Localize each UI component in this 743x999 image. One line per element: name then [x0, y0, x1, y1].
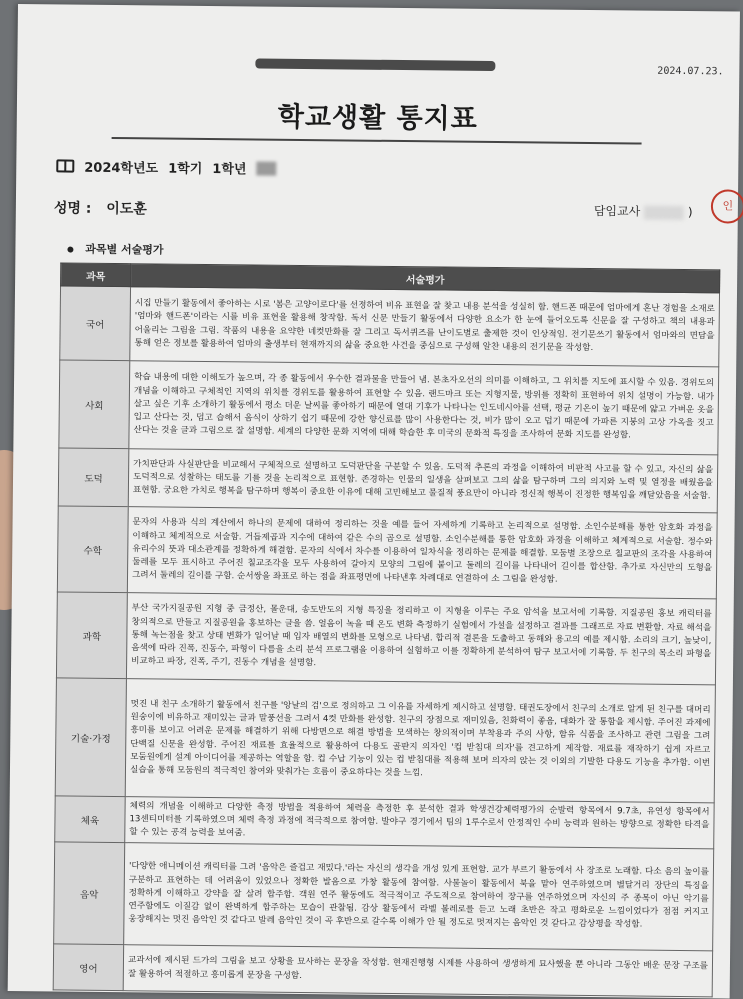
- table-row: [58, 448, 718, 513]
- bullet-icon: [67, 247, 73, 253]
- section-title: 과목별 서술평가: [85, 242, 164, 257]
- subject-cell: 기술·가정: [55, 678, 126, 797]
- page-title: 학교생활 통지표: [277, 101, 478, 135]
- teacher-suffix: ): [687, 205, 693, 220]
- table-row: [57, 506, 717, 599]
- evaluation-cell: 부산 국가지질공원 지형 중 금정산, 몰운대, 송도반도의 지형 특징을 정리하고 이 지형을 이루는 주요 암석을 보고서에 기록함. 지질공원 홍보 캐릭터를 창의적으로 만들고 지질공원을 홍보하는 글을 씀. 얼음이 녹을 때 온도 변화 측정하기 실험에서 가설을 설정하고 결과를 그래프로 자료 변환함. 자료 해석을 통해 녹는점을 찾고 상태 변화가 일어날 때 입자 배열의 변화를 모형으로 나타냄. 합리적 결론을 도출하고 동해와 용고의 예를 제시함. 소리의 크기, 높낮이, 음색에 따라 진폭, 진동수, 파형이 다름을 소리 분석 프로그램을 이용하여 실험하고 이를 정확하게 분석하여 탐구 보고서에 기록함. 두 친구의 목소리 파형을 비교하고 파장, 진폭, 주기, 진동수 개념을 설명함.: [126, 593, 716, 685]
- redacted-class: [256, 161, 276, 175]
- book-icon: [56, 159, 74, 172]
- semester: 1학기: [168, 161, 203, 177]
- subject-cell: 수학: [57, 506, 128, 593]
- school-year: 2024학년도: [84, 160, 159, 177]
- teacher-label: 담임교사: [593, 204, 641, 219]
- teacher-row: [594, 202, 693, 220]
- issue-date: 2024.07.23.: [657, 65, 724, 78]
- seal-text: 인: [722, 199, 734, 213]
- teacher-seal: [711, 189, 743, 223]
- evaluation-cell: 학습 내용에 대한 이해도가 높으며, 각 종 활동에서 우수한 결과물을 만들어 냄. 본초자오선의 의미를 이해하고, 그 위치를 지도에 표시할 수 있음. 경위도의 개념을 이해하고 구체적인 지역의 위치를 경위도를 활용하여 표현할 수 있음. 랜드마크 또는 지형지물, 방위를 정확히 표현하여 위치 설명이 가능함. 내가 살고 싶은 기후 소개하기 활동에서 평소 더운 날씨를 좋아하기 때문에 열대 기후가 나타나는 인도네시아를 선택, 평균 기온이 높기 때문에 얇고 가벼운 옷을 입고 산다는 것, 덥고 습해서 음식이 상하기 쉽기 때문에 강한 향신료를 많이 사용한다는 것, 비가 많이 오고 덥기 때문에 가파른 지붕의 고상 가옥을 짓고 산다는 것을 글과 그림으로 잘 설명함. 세계의 다양한 문화 지역에 대해 학습한 후 미국의 문화적 특징을 조사하여 문화 지도를 완성함.: [129, 361, 719, 455]
- table-row: [53, 944, 712, 997]
- header-evaluation: 서술평가: [131, 264, 720, 293]
- section-heading: [67, 241, 163, 258]
- student-name-row: [54, 197, 157, 218]
- header-bar: [255, 58, 495, 71]
- evaluation-cell: 멋진 내 친구 소개하기 활동에서 친구를 '앙날의 검'으로 정의하고 그 이유를 자세하게 제시하고 설명함. 태권도장에서 친구의 소개로 알게 된 친구를 대머리 원숭이에 비유하고 재미있는 글과 말풍선을 그려서 4컷 만화를 완성함. 친구의 장점으로 재미있음, 친화력이 좋음, 대화가 잘 통함을 제시함. 주어진 과제에 흥미를 보이고 어려운 문제를 해결하기 위해 다방면으로 해결 방법을 모색하는 창의적이며 부착용과 주의 사항, 함유 식품을 조사하고 관련 그림을 그려 단백질 신문을 완성함. 주어진 재료를 효율적으로 활용하여 다용도 골판지 의자인 '컵 받침대 의자'를 견고하게 제작함. 재료를 재작하기 쉽게 자르고 모둠원에게 설계 아이디어를 제공하는 역할을 함. 컵 수납 기능이 있는 컵 받침대를 적용해 보며 의자의 앉는 것 이외의 기발한 다용도 기능을 추가함. 이번 실습을 통해 모둠원의 적극적인 참여와 맞춰가는 흐름이 중요하다는 것을 느낌.: [125, 679, 715, 803]
- subject-cell: 음악: [54, 842, 125, 945]
- evaluation-cell: '다양한 애니메이션 캐릭터를 그려 '음악은 즐겁고 재밌다.'라는 자신의 생각을 개성 있게 표현함. 교가 부르기 활동에서 사 장조로 노래함. 다소 음의 높이를 구분하고 표현하는 데 어려움이 있었으나 정확한 발음으로 가창 활동에 참여함. 사물놀이 활동에서 북을 맡아 연주하였으며 별달거리 장단의 특징을 정확하게 이해하고 강약을 잘 살려 합주함. 객원 연주 활동에도 적극적이고 주도적으로 참여하여 장구를 연주하였으며 자신의 주 종목이 아닌 악기를 연주함에도 이질감 없이 완벽하게 합주하는 모습이 관찰됨. 감상 활동에서 라벨 볼레로를 듣고 노래 초반은 작고 평화로운 느낌이었다가 점점 커지고 웅장해지는 멋진 음악인 것 같다고 발레 음악인 것이 곡 후반으로 갈수록 이해가 안 될 정도로 멋져지는 음악인 것 같다고 감상평을 작성함.: [124, 843, 714, 951]
- subject-cell: 국어: [60, 286, 131, 361]
- evaluation-cell: 가치판단과 사실판단을 비교해서 구체적으로 설명하고 도덕판단을 구분할 수 있음. 도덕적 추론의 과정을 이해하여 비판적 사고를 할 수 있고, 자신의 삶을 도덕적으로 성찰하는 태도를 기를 것을 논리적으로 표현함. 존경하는 인물의 일생을 살펴보고 그의 삶을 탐구하며 그의 의지와 노력 및 열정을 배웠음을 표현함. 궁요한 가치로 행복을 탐구하며 행복이 중요한 이유에 대해 고민해보고 물질적 풍요만이 아니라 정신적 행복이 진정한 행복임을 깨달았음을 서술함.: [128, 449, 718, 513]
- evaluation-cell: 문자의 사용과 식의 계산에서 하나의 문제에 대하여 정리하는 것을 예를 들어 자세하게 기록하고 논리적으로 설명함. 소인수분해를 통한 암호화 과정을 이해하고 체계적으로 서술함. 거듭제곱과 지수에 대하여 같은 수의 곱으로 설명함. 소인수분해를 통한 암호화 과정을 이해하고 체계적으로 서술함. 정수와 유리수의 뜻과 대소관계를 정확하게 해결함. 문자의 식에서 차수를 이용하여 일차식을 정리하는 문제를 해결함. 모둠별 조장으로 칠교판의 조각을 사용하여 둘레를 모두 표시하고 주어진 칠교조각을 모두 사용하여 갈아지 모양의 그림에 붙이고 둘레의 길이를 나타내어 길이를 합산함. 추가로 자신만의 도형을 그려서 둘레의 길이를 구함. 순서쌍을 좌표로 하는 점을 좌표평면에 나타낸후 차례대로 연결하여 소 그림을 완성함.: [127, 507, 717, 599]
- evaluation-cell: 시집 만들기 활동에서 좋아하는 시로 '봄은 고양이로다'를 선정하여 비유 표현을 잘 찾고 내용 분석을 성실히 함. 핸드폰 때문에 엄마에게 혼난 경험을 소재로 '엄마와 핸드폰'이라는 시를 비유 표현을 활용해 창작함. 독서 신문 만들기 활동에서 다양한 요소가 한 눈에 들어오도록 신문을 잘 구성하고 책의 내용과 어울리는 그림을 그림. 작품의 내용을 요약한 네컷만화를 잘 그리고 독서퀴즈를 난이도별로 출제한 것이 인상적임. 전기문쓰기 활동에서 엄마와의 면담을 통해 얻은 정보를 활용하여 엄마의 출생부터 현재까지의 삶을 중요한 사건을 중심으로 구성해 알찬 내용의 전기문을 작성함.: [130, 287, 720, 367]
- table-row: [56, 592, 716, 685]
- report-card-paper: [8, 4, 740, 999]
- student-name: 이도훈: [106, 200, 147, 218]
- name-label: 성명 :: [53, 200, 92, 217]
- subject-cell: 영어: [53, 944, 123, 991]
- table-row: [55, 796, 714, 849]
- grade: 1학년: [212, 162, 247, 178]
- term-info: [56, 156, 276, 177]
- table-row: [55, 678, 715, 803]
- subject-cell: 도덕: [58, 448, 129, 507]
- subject-cell: 체육: [55, 796, 125, 843]
- table-row: [60, 286, 720, 367]
- subject-cell: 과학: [56, 592, 127, 679]
- evaluation-cell: 교과서에 제시된 드가의 그림을 보고 상황을 묘사하는 문장을 작성함. 현재진행형 시제를 사용하여 생생하게 묘사했을 뿐 아니라 그동안 배운 문장 구조를 잘 활용하여 적절하고 흥미롭게 문장을 구성함.: [123, 945, 712, 997]
- subject-cell: 사회: [59, 360, 130, 449]
- redacted-teacher-name: [644, 205, 684, 219]
- evaluation-cell: 체력의 개념을 이해하고 다양한 측정 방법을 적용하여 체력을 측정한 후 분석한 결과 학생건강체력평가의 순발력 항목에서 9.7초, 유연성 항목에서 13센티미터를 기록하였으며 체력 측정 과정에 적극적으로 참여함. 발야구 경기에서 팀의 1루수로서 안정적인 수비 능력과 원하는 방향으로 정확한 타격을 할 수 있는 공격 능력을 보여줌.: [125, 797, 714, 849]
- title-underline: [112, 137, 642, 145]
- table-row: [54, 842, 714, 951]
- header-subject: 과목: [61, 263, 131, 287]
- evaluation-table: [53, 262, 721, 997]
- table-row: [59, 360, 719, 455]
